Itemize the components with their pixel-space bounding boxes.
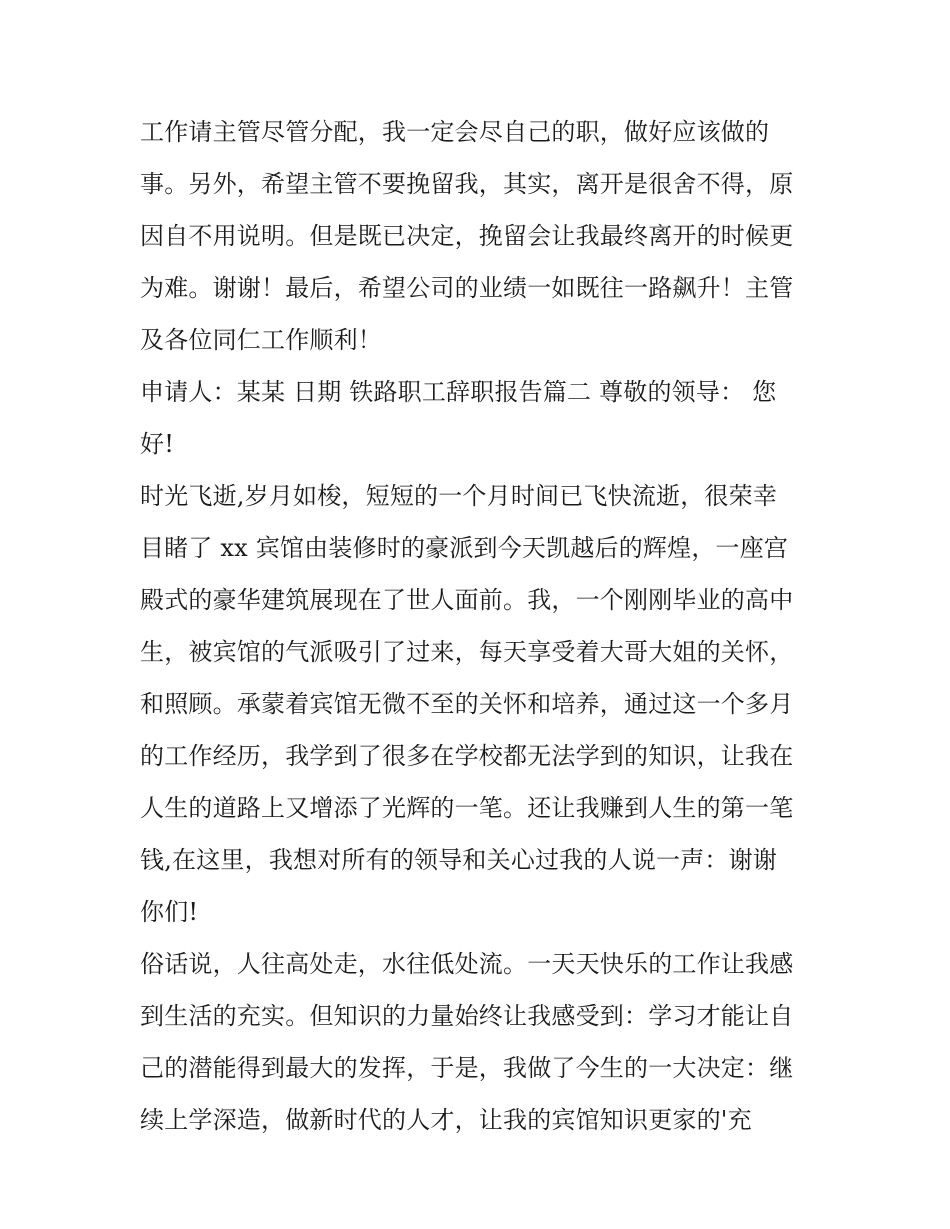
text-line: 工作请主管尽管分配，我一定会尽自己的职，做好应该做的: [140, 118, 770, 146]
text-line: 生，被宾馆的气派吸引了过来，每天享受着大哥大姐的关怀，: [140, 638, 794, 666]
text-line: 你们!: [140, 898, 199, 926]
text-line: 及各位同仁工作顺利！: [140, 326, 382, 354]
text-line: 事。另外，希望主管不要挽留我，其实，离开是很舍不得，原: [140, 170, 794, 198]
text-line: 目睹了 xx 宾馆由装修时的豪派到今天凯越后的辉煌，一座宫: [140, 534, 789, 562]
text-line: 殿式的豪华建筑展现在了世人面前。我，一个刚刚毕业的高中: [140, 586, 794, 614]
text-line: 到生活的充实。但知识的力量始终让我感受到：学习才能让自: [140, 1002, 794, 1030]
text-line: 俗话说，人往高处走，水往低处流。一天天快乐的工作让我感: [140, 950, 794, 978]
text-line: 因自不用说明。但是既已决定，挽留会让我最终离开的时候更: [140, 222, 794, 250]
text-line: 钱,在这里，我想对所有的领导和关心过我的人说一声：谢谢: [140, 846, 778, 874]
text-line: 和照顾。承蒙着宾馆无微不至的关怀和培养，通过这一个多月: [140, 690, 794, 718]
text-line: 续上学深造，做新时代的人才，让我的宾馆知识更家的'充: [140, 1106, 752, 1134]
text-line: 的工作经历，我学到了很多在学校都无法学到的知识，让我在: [140, 742, 794, 770]
text-line: 人生的道路上又增添了光辉的一笔。还让我赚到人生的第一笔: [140, 794, 794, 822]
text-line: 为难。谢谢！最后，希望公司的业绩一如既往一路飙升！主管: [140, 274, 794, 302]
text-line: 时光飞逝,岁月如梭，短短的一个月时间已飞快流逝，很荣幸: [140, 482, 778, 510]
text-line: 己的潜能得到最大的发挥，于是，我做了今生的一大决定：继: [140, 1054, 794, 1082]
text-line: 好!: [140, 430, 175, 458]
text-line: 申请人：某某 日期 铁路职工辞职报告篇二 尊敬的领导： 您: [140, 378, 777, 406]
document-body: [140, 106, 820, 1146]
